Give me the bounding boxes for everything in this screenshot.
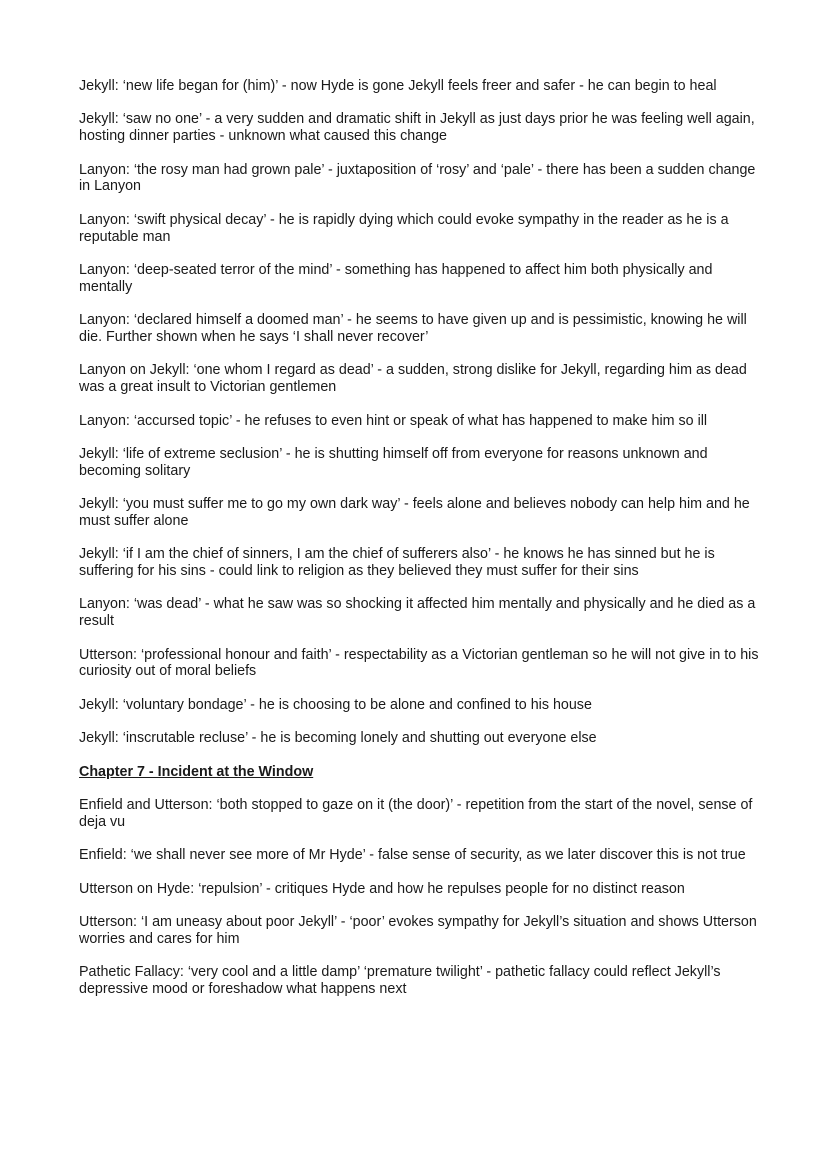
note-paragraph: Utterson: ‘professional honour and faith’ - respectability as a Victorian gentleman so he will not give in to his curiosity out of moral beliefs [79,646,759,680]
note-paragraph: Jekyll: ‘saw no one’ - a very sudden and dramatic shift in Jekyll as just days prior he was feeling well again, hosting dinner parties - unknown what caused this change [79,111,755,145]
note-paragraph: Enfield and Utterson: ‘both stopped to gaze on it (the door)’ - repetition from the start of the novel, sense of deja vu [79,797,753,830]
note-paragraph: Jekyll: ‘life of extreme seclusion’ - he is shutting himself off from everyone for reasons unknown and becoming solitary [79,445,708,479]
note-paragraph: Jekyll: ‘if I am the chief of sinners, I am the chief of sufferers also’ - he knows he has sinned but he is suffering for his sins - could link to religion as they believed they must suffer for their sins [79,546,715,580]
note-paragraph: Lanyon: ‘declared himself a doomed man’ - he seems to have given up and is pessimistic, knowing he will die. Further shown when he says ‘I shall never recover’ [79,312,747,345]
note-paragraph: Pathetic Fallacy: ‘very cool and a little damp’ ‘premature twilight’ - pathetic fallacy could reflect Jekyll’s depressive mood or foreshadow what happens next [79,964,721,997]
note-paragraph: Lanyon on Jekyll: ‘one whom I regard as dead’ - a sudden, strong dislike for Jekyll, regarding him as dead was a great insult to Victorian gentlemen [79,362,747,396]
note-paragraph: Utterson on Hyde: ‘repulsion’ - critiques Hyde and how he repulses people for no distinct reason [79,880,685,897]
note-paragraph: Enfield: ‘we shall never see more of Mr Hyde’ - false sense of security, as we later discover this is not true [79,847,746,864]
note-paragraph: Jekyll: ‘voluntary bondage’ - he is choosing to be alone and confined to his house [79,696,592,713]
note-paragraph: Jekyll: ‘inscrutable recluse’ - he is becoming lonely and shutting out everyone else [79,730,597,747]
note-paragraph: Lanyon: ‘the rosy man had grown pale’ - juxtaposition of ‘rosy’ and ‘pale’ - there has been a sudden change in Lanyon [79,161,756,195]
note-paragraph: Jekyll: ‘you must suffer me to go my own dark way’ - feels alone and believes nobody can help him and he must suffer alone [79,496,750,529]
note-paragraph: Lanyon: ‘accursed topic’ - he refuses to even hint or speak of what has happened to make him so ill [79,412,708,429]
note-paragraph: Lanyon: ‘was dead’ - what he saw was so shocking it affected him mentally and physically and he died as a result [79,596,756,630]
note-paragraph: Lanyon: ‘deep-seated terror of the mind’ - something has happened to affect him both physically and mentally [79,261,713,295]
note-paragraph: Utterson: ‘I am uneasy about poor Jekyll’ - ‘poor’ evokes sympathy for Jekyll’s situation and shows Utterson worries and cares for him [79,913,757,947]
document-page [79,78,759,1014]
note-paragraph: Jekyll: ‘new life began for (him)’ - now Hyde is gone Jekyll feels freer and safer - he can begin to heal [79,78,717,94]
chapter-heading: Chapter 7 - Incident at the Window [79,763,314,780]
note-paragraph: Lanyon: ‘swift physical decay’ - he is rapidly dying which could evoke sympathy in the reader as he is a reputable man [79,211,729,245]
